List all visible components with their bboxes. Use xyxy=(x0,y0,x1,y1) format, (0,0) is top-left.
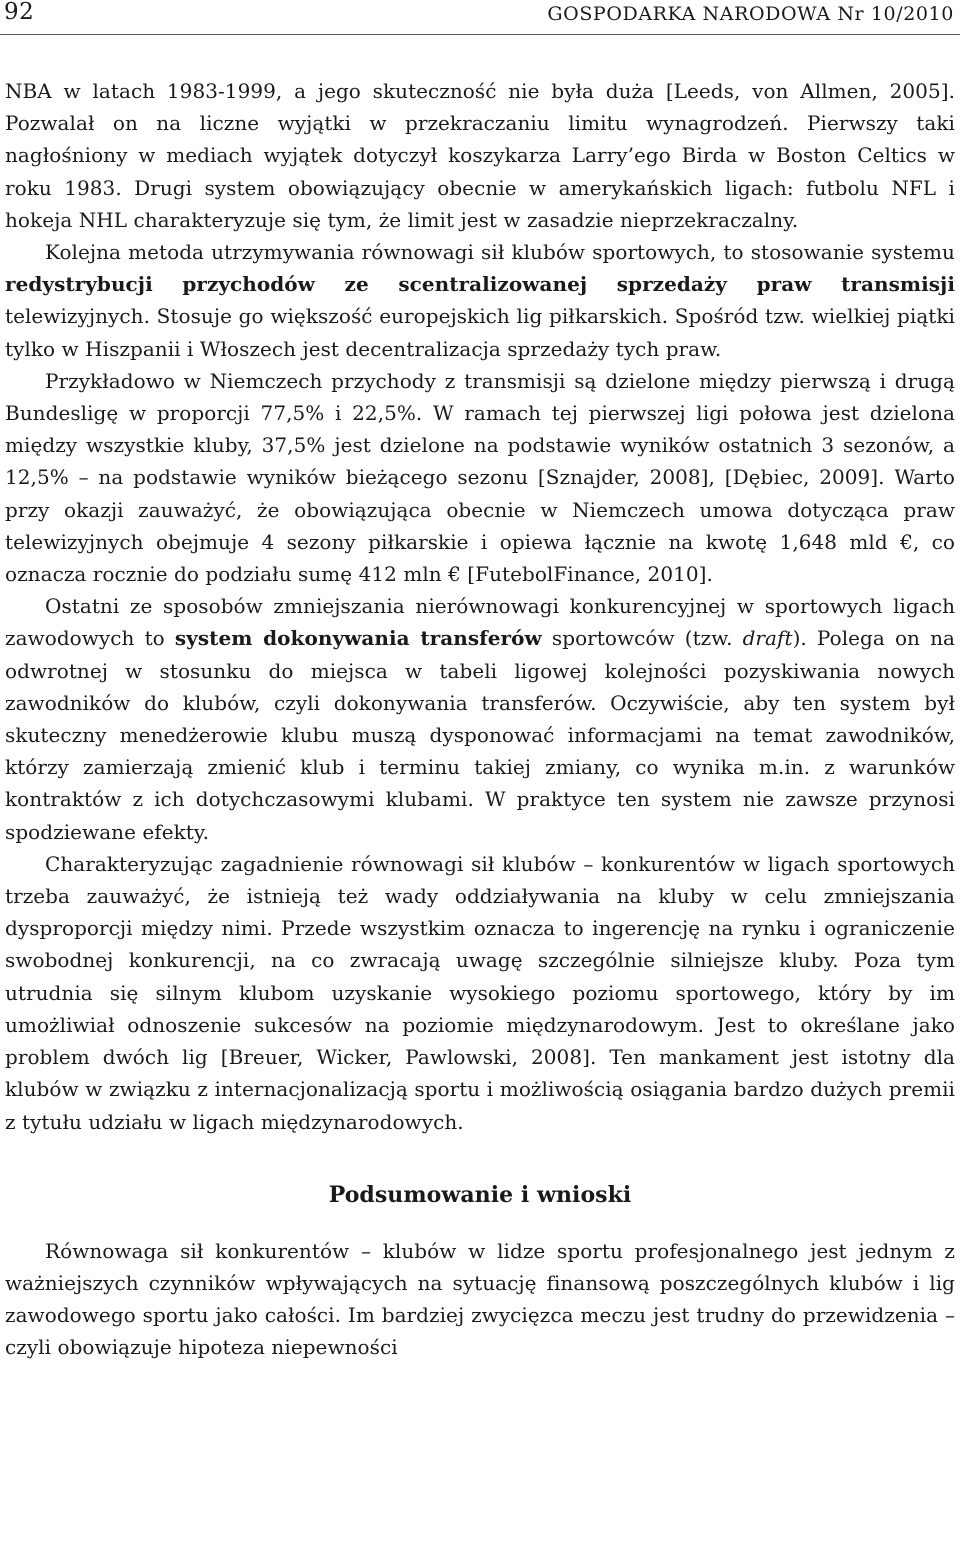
page-header xyxy=(0,0,960,35)
paragraph-4-bold-term: system dokonywania transferów xyxy=(174,626,542,651)
page-number: 92 xyxy=(4,0,35,25)
paragraph-3 xyxy=(5,365,955,590)
paragraph-2-text-b: telewizyjnych. Stosuje go większość europejskich lig piłkarskich. Spośród tzw. wielkiej piątki tylko w Hiszpanii i Włoszech jest decentralizacja sprzedaży tych praw. xyxy=(5,304,955,361)
running-head: GOSPODARKA NARODOWA Nr 10/2010 xyxy=(547,3,954,25)
paragraph-2 xyxy=(5,236,955,365)
paragraph-1-text: NBA w latach 1983-1999, a jego skuteczność nie była duża [Leeds, von Allmen, 2005]. Pozwalał on na liczne wyjątki w przekraczaniu limitu wynagrodzeń. Pierwszy taki nagłośniony w mediach wyjątek dotyczył koszykarza Larry’ego Birda w Boston Celtics w roku 1983. Drugi system obowiązujący obecnie w amerykańskich ligach: futbolu NFL i hokeja NHL charakteryzuje się tym, że limit jest w zasadzie nieprzekraczalny. xyxy=(5,79,955,232)
paragraph-5-text: Charakteryzując zagadnienie równowagi sił klubów – konkurentów w ligach sportowych trzeba zauważyć, że istnieją też wady oddziaływania na kluby w celu zmniejszania dysproporcji między nimi. Przede wszystkim oznacza to ingerencję na rynku i ograniczenie swobodnej konkurencji, na co zwracają uwagę szczególnie silniejsze kluby. Poza tym utrudnia się silnym klubom uzyskanie wysokiego poziomu sportowego, który by im umożliwiał odnoszenie sukcesów na poziomie międzynarodowym. Jest to określane jako problem dwóch lig [Breuer, Wicker, Pawlowski, 2008]. Ten mankament jest istotny dla klubów w związku z internacjonalizacją sportu i możliwością osiągania bardzo dużych premii z tytułu udziału w ligach międzynarodowych. xyxy=(5,851,955,1134)
paragraph-2-bold-term: redystrybucji przychodów ze scentralizowanej sprzedaży praw transmisji xyxy=(5,272,955,297)
paragraph-4-text-c: ). Polega on na odwrotnej w stosunku do miejsca w tabeli ligowej kolejności pozyskiwania nowych zawodników do klubów, czyli dokonywania transferów. Oczywiście, aby ten system był skuteczny menedżerowie klubu muszą dysponować informacjami na temat zawodników, którzy zamierzają zmienić klub i terminu takiej zmiany, co wynika m.in. z warunków kontraktów z ich dotychczasowymi klubami. W praktyce ten system nie zawsze przynosi spodziewane efekty. xyxy=(5,626,955,844)
section-heading: Podsumowanie i wnioski xyxy=(328,1181,632,1208)
section-paragraph-text: Równowaga sił konkurentów – klubów w lidze sportu profesjonalnego jest jednym z ważniejszych czynników wpływających na sytuację finansową poszczególnych klubów i lig zawodowego sportu jako całości. Im bardziej zwycięzca meczu jest trudny do przewidzenia – czyli obowiązuje hipoteza niepewności xyxy=(5,1238,955,1360)
paragraph-4 xyxy=(5,590,955,848)
section-paragraph xyxy=(5,1235,955,1364)
paragraph-5 xyxy=(5,848,955,1138)
paragraph-1 xyxy=(5,75,955,236)
body-text xyxy=(5,75,955,1364)
paragraph-2-text-a: Kolejna metoda utrzymywania równowagi sił klubów sportowych, to stosowanie systemu xyxy=(45,240,955,265)
paragraph-4-text-b: sportowców (tzw. xyxy=(541,626,743,651)
paragraph-3-text: Przykładowo w Niemczech przychody z transmisji są dzielone między pierwszą i drugą Bundesligę w proporcji 77,5% i 22,5%. W ramach tej pierwszej ligi połowa jest dzielona między wszystkie kluby, 37,5% jest dzielone na podstawie wyników ostatnich 3 sezonów, a 12,5% – na podstawie wyników bieżącego sezonu [Sznajder, 2008], [Dębiec, 2009]. Warto przy okazji zauważyć, że obowiązująca obecnie w Niemczech umowa dotycząca praw telewizyjnych obejmuje 4 sezony piłkarskie i opiewa łącznie na kwotę 1,648 mld €, co oznacza rocznie do podziału sumę 412 mln € [FutebolFinance, 2010]. xyxy=(5,368,955,587)
paragraph-4-text-a: Ostatni ze sposobów zmniejszania nierównowagi konkurencyjnej w sportowych ligach zawodowych to xyxy=(5,594,955,651)
paragraph-4-italic-term: draft xyxy=(742,626,793,651)
